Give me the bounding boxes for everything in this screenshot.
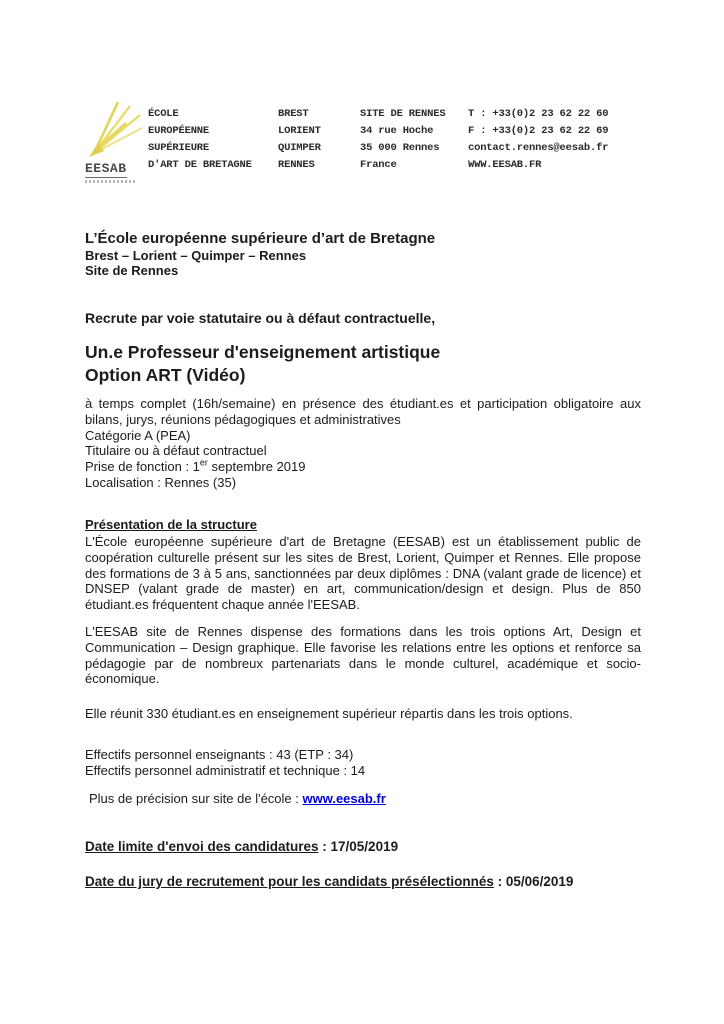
job-details bbox=[85, 396, 641, 491]
school-site-rennes: Site de Rennes bbox=[85, 263, 179, 278]
job-start-date: Prise de fonction : 1er septembre 2019 bbox=[85, 457, 306, 475]
staff-admin: Effectifs personnel administratif et technique : 14 bbox=[85, 762, 366, 778]
contact-phone: T : +33(0)2 23 62 22 60 bbox=[468, 108, 609, 120]
presentation-paragraph-1: L'École européenne supérieure d'art de Bretagne (EESAB) est un établissement public de coopération culturelle présent sur les sites de Brest, Lorient, Quimper et Rennes. Elle propose des formations de 3 à 5 ans, sanctionnées par deux diplômes : DNA (valant grade de licence) et DNSEP (valant grade de master) en art, communication/design et design. Plus de 850 étudiant.es fréquentent chaque année l'EESAB. bbox=[85, 534, 641, 613]
school-title: L’École européenne supérieure d’art de Bretagne bbox=[85, 230, 436, 247]
contact-fax: F : +33(0)2 23 62 22 69 bbox=[468, 125, 609, 137]
presentation-paragraph-3: Elle réunit 330 étudiant.es en enseignement supérieur répartis dans les trois options. bbox=[85, 706, 573, 721]
ordinal-sup: er bbox=[199, 457, 208, 468]
address-line: 34 rue Hoche bbox=[360, 125, 434, 137]
header-school-name bbox=[148, 106, 252, 174]
city-line: LORIENT bbox=[278, 125, 321, 137]
address-line: France bbox=[360, 159, 397, 171]
deadline-value: : 17/05/2019 bbox=[318, 839, 399, 854]
city-line: QUIMPER bbox=[278, 142, 321, 154]
job-category: Catégorie A (PEA) bbox=[85, 427, 191, 443]
school-name-line: ÉCOLE bbox=[148, 108, 179, 120]
city-line: BREST bbox=[278, 108, 309, 120]
city-line: RENNES bbox=[278, 159, 315, 171]
more-info-prefix: Plus de précision sur site de l'école : bbox=[89, 791, 303, 806]
address-line: 35 000 Rennes bbox=[360, 142, 440, 154]
jury-date-line bbox=[85, 874, 573, 889]
presentation-heading: Présentation de la structure bbox=[85, 517, 257, 532]
jury-date-value: : 05/06/2019 bbox=[493, 874, 574, 889]
eesab-website-link[interactable]: www.eesab.fr bbox=[302, 791, 386, 806]
more-info-line bbox=[89, 791, 386, 807]
intro-block bbox=[85, 229, 435, 278]
presentation-paragraph-2: L'EESAB site de Rennes dispense des formations dans les trois options Art, Design et Communication – Design graphique. Elle favorise les relations entre les options et renforce sa pédagogie par de nombreux partenariats dans le monde culturel, académique et socio-économique. bbox=[85, 624, 641, 687]
school-name-line: EUROPÉENNE bbox=[148, 125, 210, 137]
deadline-line bbox=[85, 839, 398, 854]
job-time: à temps complet (16h/semaine) en présence des étudiant.es et participation obligatoire aux bilans, jurys, réunions pédagogiques et administratives bbox=[85, 396, 641, 427]
contact-email: contact.rennes@eesab.fr bbox=[468, 142, 609, 154]
header-address bbox=[360, 106, 445, 174]
position-title bbox=[85, 341, 440, 387]
contact-website: WWW.EESAB.FR bbox=[468, 159, 542, 171]
school-name-line: SUPÉRIEURE bbox=[148, 142, 210, 154]
position-line-2: Option ART (Vidéo) bbox=[85, 365, 246, 385]
recruit-lead: Recrute par voie statutaire ou à défaut contractuelle, bbox=[85, 310, 436, 326]
school-sites: Brest – Lorient – Quimper – Rennes bbox=[85, 248, 307, 263]
staff-teachers: Effectifs personnel enseignants : 43 (ETP : 34) bbox=[85, 747, 354, 762]
school-name-line: D'ART DE BRETAGNE bbox=[148, 159, 252, 171]
logo-text: EESAB bbox=[85, 161, 127, 176]
job-status: Titulaire ou à défaut contractuel bbox=[85, 443, 267, 459]
logo-rays-icon bbox=[85, 101, 143, 159]
header-contact bbox=[468, 106, 608, 174]
presentation-section bbox=[85, 516, 641, 613]
position-line-1: Un.e Professeur d'enseignement artistique bbox=[85, 342, 441, 362]
eesab-logo bbox=[85, 101, 147, 183]
logo-tagline bbox=[85, 180, 135, 183]
jury-date-label: Date du jury de recrutement pour les candidats présélectionnés bbox=[85, 874, 494, 889]
staff-block bbox=[85, 747, 365, 779]
address-line: SITE DE RENNES bbox=[360, 108, 446, 120]
header-cities bbox=[278, 106, 321, 174]
job-location: Localisation : Rennes (35) bbox=[85, 474, 237, 490]
deadline-label: Date limite d'envoi des candidatures bbox=[85, 839, 319, 854]
